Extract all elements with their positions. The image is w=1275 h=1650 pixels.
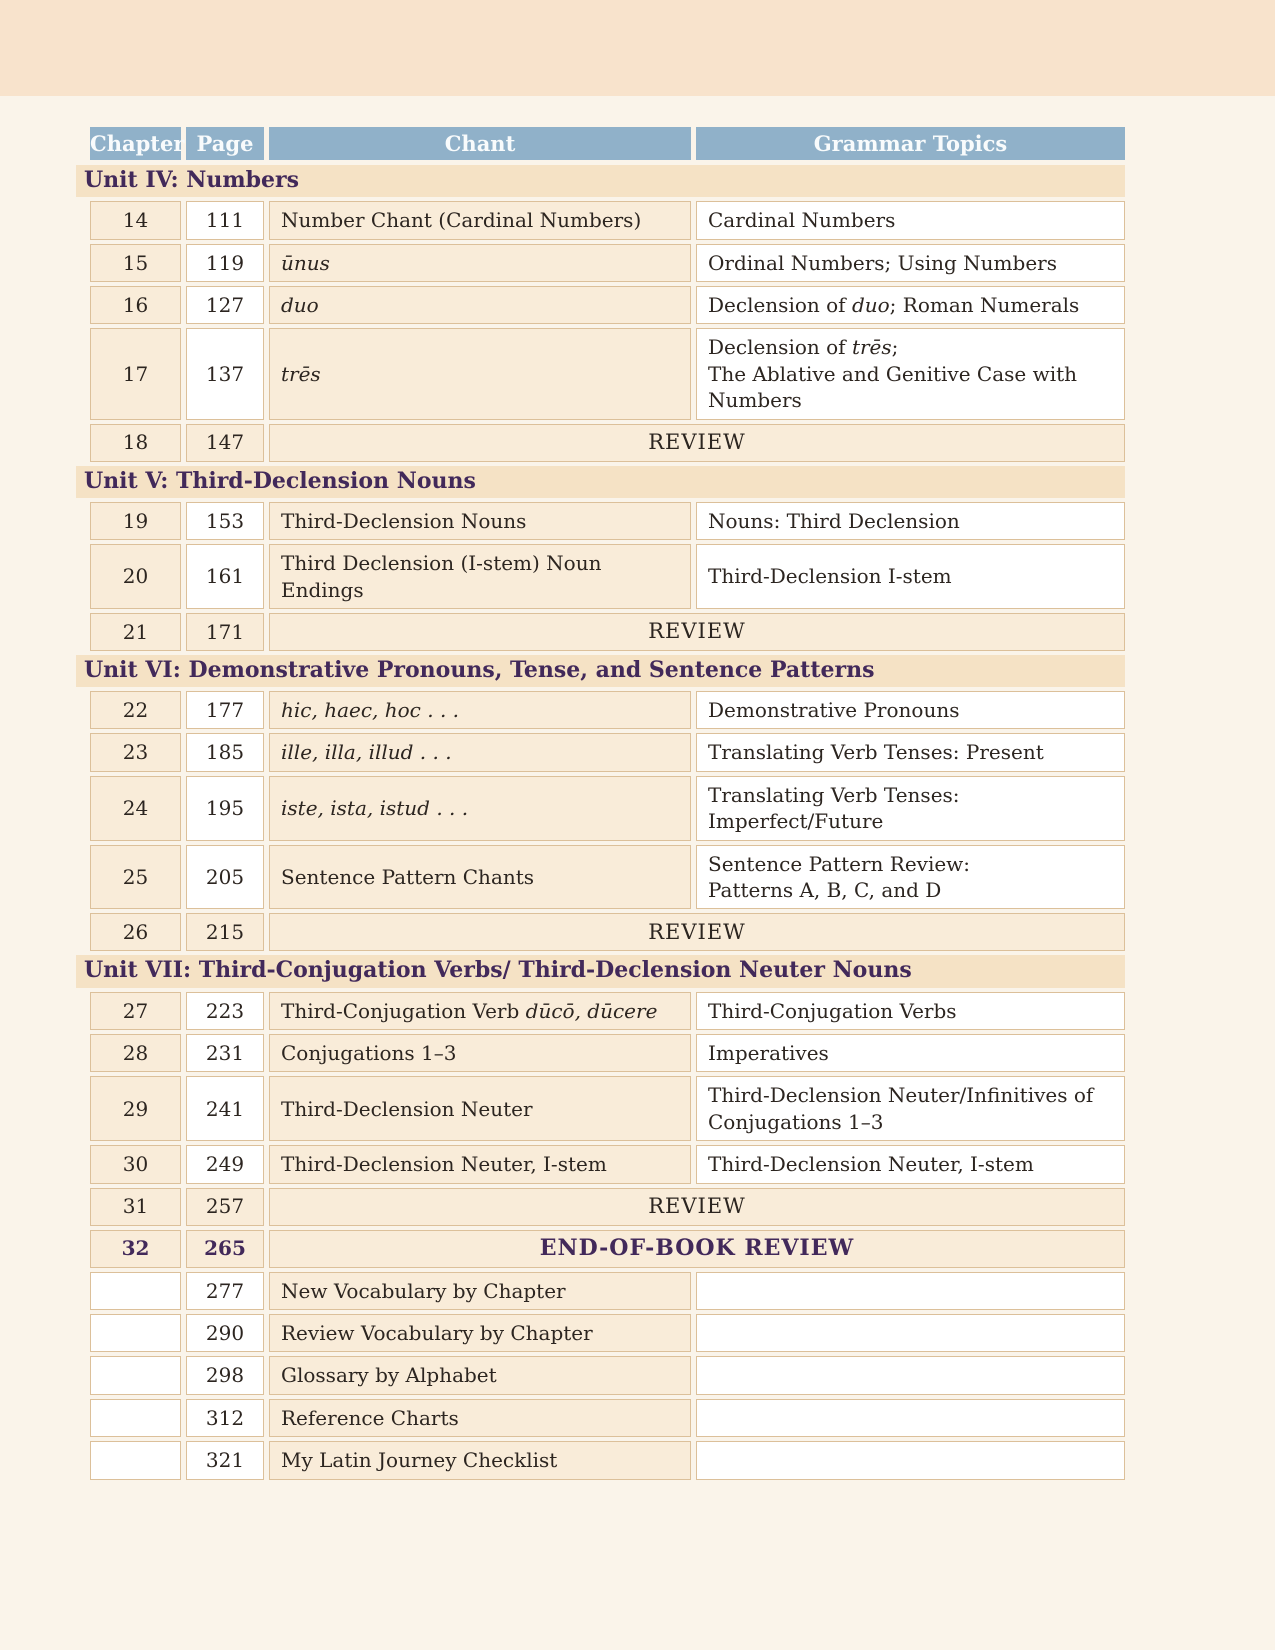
- table-row: [90, 201, 1125, 239]
- page-cell: 265: [186, 1230, 264, 1268]
- col-header-chant: Chant: [269, 127, 691, 160]
- grammar-cell: Third-Declension Neuter, I-stem: [696, 1145, 1125, 1183]
- table-row: [90, 424, 1125, 462]
- table-row: [90, 691, 1125, 729]
- review-cell: REVIEW: [269, 913, 1125, 951]
- chapter-cell: 29: [90, 1076, 181, 1141]
- table-row: [90, 1441, 1125, 1479]
- grammar-cell: [696, 1441, 1125, 1479]
- table-row: [90, 1188, 1125, 1226]
- chant-cell: trēs: [269, 328, 691, 419]
- col-header-grammar: Grammar Topics: [696, 127, 1125, 160]
- grammar-cell: [696, 1314, 1125, 1352]
- chapter-cell: 16: [90, 286, 181, 324]
- unit-band: Unit V: Third-Declension Nouns: [76, 466, 1125, 498]
- chapter-cell: 18: [90, 424, 181, 462]
- col-header-page: Page: [186, 127, 264, 160]
- review-cell: REVIEW: [269, 613, 1125, 651]
- header-row: [90, 127, 1125, 160]
- page-cell: 215: [186, 913, 264, 951]
- page-cell: 119: [186, 244, 264, 282]
- page-cell: 185: [186, 733, 264, 771]
- chapter-cell: [90, 1399, 181, 1437]
- grammar-cell: [696, 1399, 1125, 1437]
- chant-cell: ūnus: [269, 244, 691, 282]
- page-cell: 241: [186, 1076, 264, 1141]
- page-cell: 298: [186, 1356, 264, 1394]
- table-row: [90, 1230, 1125, 1268]
- grammar-cell: Declension of trēs; The Ablative and Genitive Case with Numbers: [696, 328, 1125, 419]
- table-row: [90, 913, 1125, 951]
- table-row: [90, 1399, 1125, 1437]
- chant-cell: Third-Declension Neuter, I-stem: [269, 1145, 691, 1183]
- grammar-cell: Translating Verb Tenses: Present: [696, 733, 1125, 771]
- unit-band: Unit IV: Numbers: [76, 165, 1125, 197]
- grammar-cell: [696, 1356, 1125, 1394]
- page-cell: 249: [186, 1145, 264, 1183]
- table-row: [90, 1356, 1125, 1394]
- chapter-cell: 28: [90, 1034, 181, 1072]
- chapter-cell: 31: [90, 1188, 181, 1226]
- page-cell: 257: [186, 1188, 264, 1226]
- page-cell: 127: [186, 286, 264, 324]
- page-cell: 223: [186, 992, 264, 1030]
- review-cell: END-OF-BOOK REVIEW: [269, 1230, 1125, 1268]
- table-row: [90, 286, 1125, 324]
- grammar-cell: Sentence Pattern Review: Patterns A, B, C, and D: [696, 845, 1125, 910]
- chant-cell: Conjugations 1–3: [269, 1034, 691, 1072]
- chapter-cell: 15: [90, 244, 181, 282]
- table-row: [90, 1272, 1125, 1310]
- page-cell: 195: [186, 776, 264, 841]
- chant-cell: Reference Charts: [269, 1399, 691, 1437]
- chapter-cell: [90, 1441, 181, 1479]
- chapter-cell: 14: [90, 201, 181, 239]
- chapter-cell: 30: [90, 1145, 181, 1183]
- table-row: [90, 845, 1125, 910]
- table-row: [90, 1314, 1125, 1352]
- table-row: [90, 992, 1125, 1030]
- page-cell: 177: [186, 691, 264, 729]
- page-cell: 153: [186, 502, 264, 540]
- page-cell: 290: [186, 1314, 264, 1352]
- chapter-cell: 20: [90, 544, 181, 609]
- grammar-cell: Third-Conjugation Verbs: [696, 992, 1125, 1030]
- table-row: [90, 1145, 1125, 1183]
- chant-cell: New Vocabulary by Chapter: [269, 1272, 691, 1310]
- chapter-cell: 25: [90, 845, 181, 910]
- chant-cell: hic, haec, hoc . . .: [269, 691, 691, 729]
- chapter-cell: 27: [90, 992, 181, 1030]
- unit-band: Unit VI: Demonstrative Pronouns, Tense, and Sentence Patterns: [76, 655, 1125, 687]
- table-row: [90, 1034, 1125, 1072]
- chant-cell: Third-Declension Neuter: [269, 1076, 691, 1141]
- page-cell: 231: [186, 1034, 264, 1072]
- chapter-cell: [90, 1272, 181, 1310]
- chant-cell: My Latin Journey Checklist: [269, 1441, 691, 1479]
- chant-cell: Third Declension (I-stem) Noun Endings: [269, 544, 691, 609]
- page-cell: 321: [186, 1441, 264, 1479]
- chapter-cell: 23: [90, 733, 181, 771]
- toc-table: [84, 127, 1125, 1484]
- grammar-cell: Third-Declension I-stem: [696, 544, 1125, 609]
- grammar-cell: Demonstrative Pronouns: [696, 691, 1125, 729]
- table-row: [90, 776, 1125, 841]
- page-cell: 161: [186, 544, 264, 609]
- chant-cell: Third-Conjugation Verb dūcō, dūcere: [269, 992, 691, 1030]
- table-row: [90, 613, 1125, 651]
- unit-band: Unit VII: Third-Conjugation Verbs/ Third-Declension Neuter Nouns: [76, 955, 1125, 987]
- chant-cell: Glossary by Alphabet: [269, 1356, 691, 1394]
- table-row: [90, 328, 1125, 419]
- page-cell: 171: [186, 613, 264, 651]
- chant-cell: ille, illa, illud . . .: [269, 733, 691, 771]
- page-cell: 147: [186, 424, 264, 462]
- review-cell: REVIEW: [269, 1188, 1125, 1226]
- grammar-cell: Translating Verb Tenses: Imperfect/Future: [696, 776, 1125, 841]
- chapter-cell: 32: [90, 1230, 181, 1268]
- chapter-cell: 17: [90, 328, 181, 419]
- chapter-cell: [90, 1314, 181, 1352]
- grammar-cell: Imperatives: [696, 1034, 1125, 1072]
- chapter-cell: 21: [90, 613, 181, 651]
- grammar-cell: [696, 1272, 1125, 1310]
- page-cell: 111: [186, 201, 264, 239]
- table-row: [90, 1076, 1125, 1141]
- table-row: [90, 544, 1125, 609]
- chant-cell: duo: [269, 286, 691, 324]
- top-band: [0, 0, 1275, 96]
- chapter-cell: 19: [90, 502, 181, 540]
- table-row: [90, 502, 1125, 540]
- chant-cell: Sentence Pattern Chants: [269, 845, 691, 910]
- chant-cell: Review Vocabulary by Chapter: [269, 1314, 691, 1352]
- toc-body: [84, 165, 1125, 1480]
- chant-cell: Third-Declension Nouns: [269, 502, 691, 540]
- table-row: [90, 244, 1125, 282]
- table-row: [90, 733, 1125, 771]
- chapter-cell: 24: [90, 776, 181, 841]
- grammar-cell: Third-Declension Neuter/Infinitives of Conjugations 1–3: [696, 1076, 1125, 1141]
- chapter-cell: 26: [90, 913, 181, 951]
- grammar-cell: Nouns: Third Declension: [696, 502, 1125, 540]
- grammar-cell: Ordinal Numbers; Using Numbers: [696, 244, 1125, 282]
- page-cell: 137: [186, 328, 264, 419]
- grammar-cell: Cardinal Numbers: [696, 201, 1125, 239]
- chapter-cell: 22: [90, 691, 181, 729]
- chant-cell: Number Chant (Cardinal Numbers): [269, 201, 691, 239]
- col-header-chapter: Chapter: [90, 127, 181, 160]
- page-cell: 312: [186, 1399, 264, 1437]
- chapter-cell: [90, 1356, 181, 1394]
- page-cell: 277: [186, 1272, 264, 1310]
- grammar-cell: Declension of duo; Roman Numerals: [696, 286, 1125, 324]
- review-cell: REVIEW: [269, 424, 1125, 462]
- page-cell: 205: [186, 845, 264, 910]
- chant-cell: iste, ista, istud . . .: [269, 776, 691, 841]
